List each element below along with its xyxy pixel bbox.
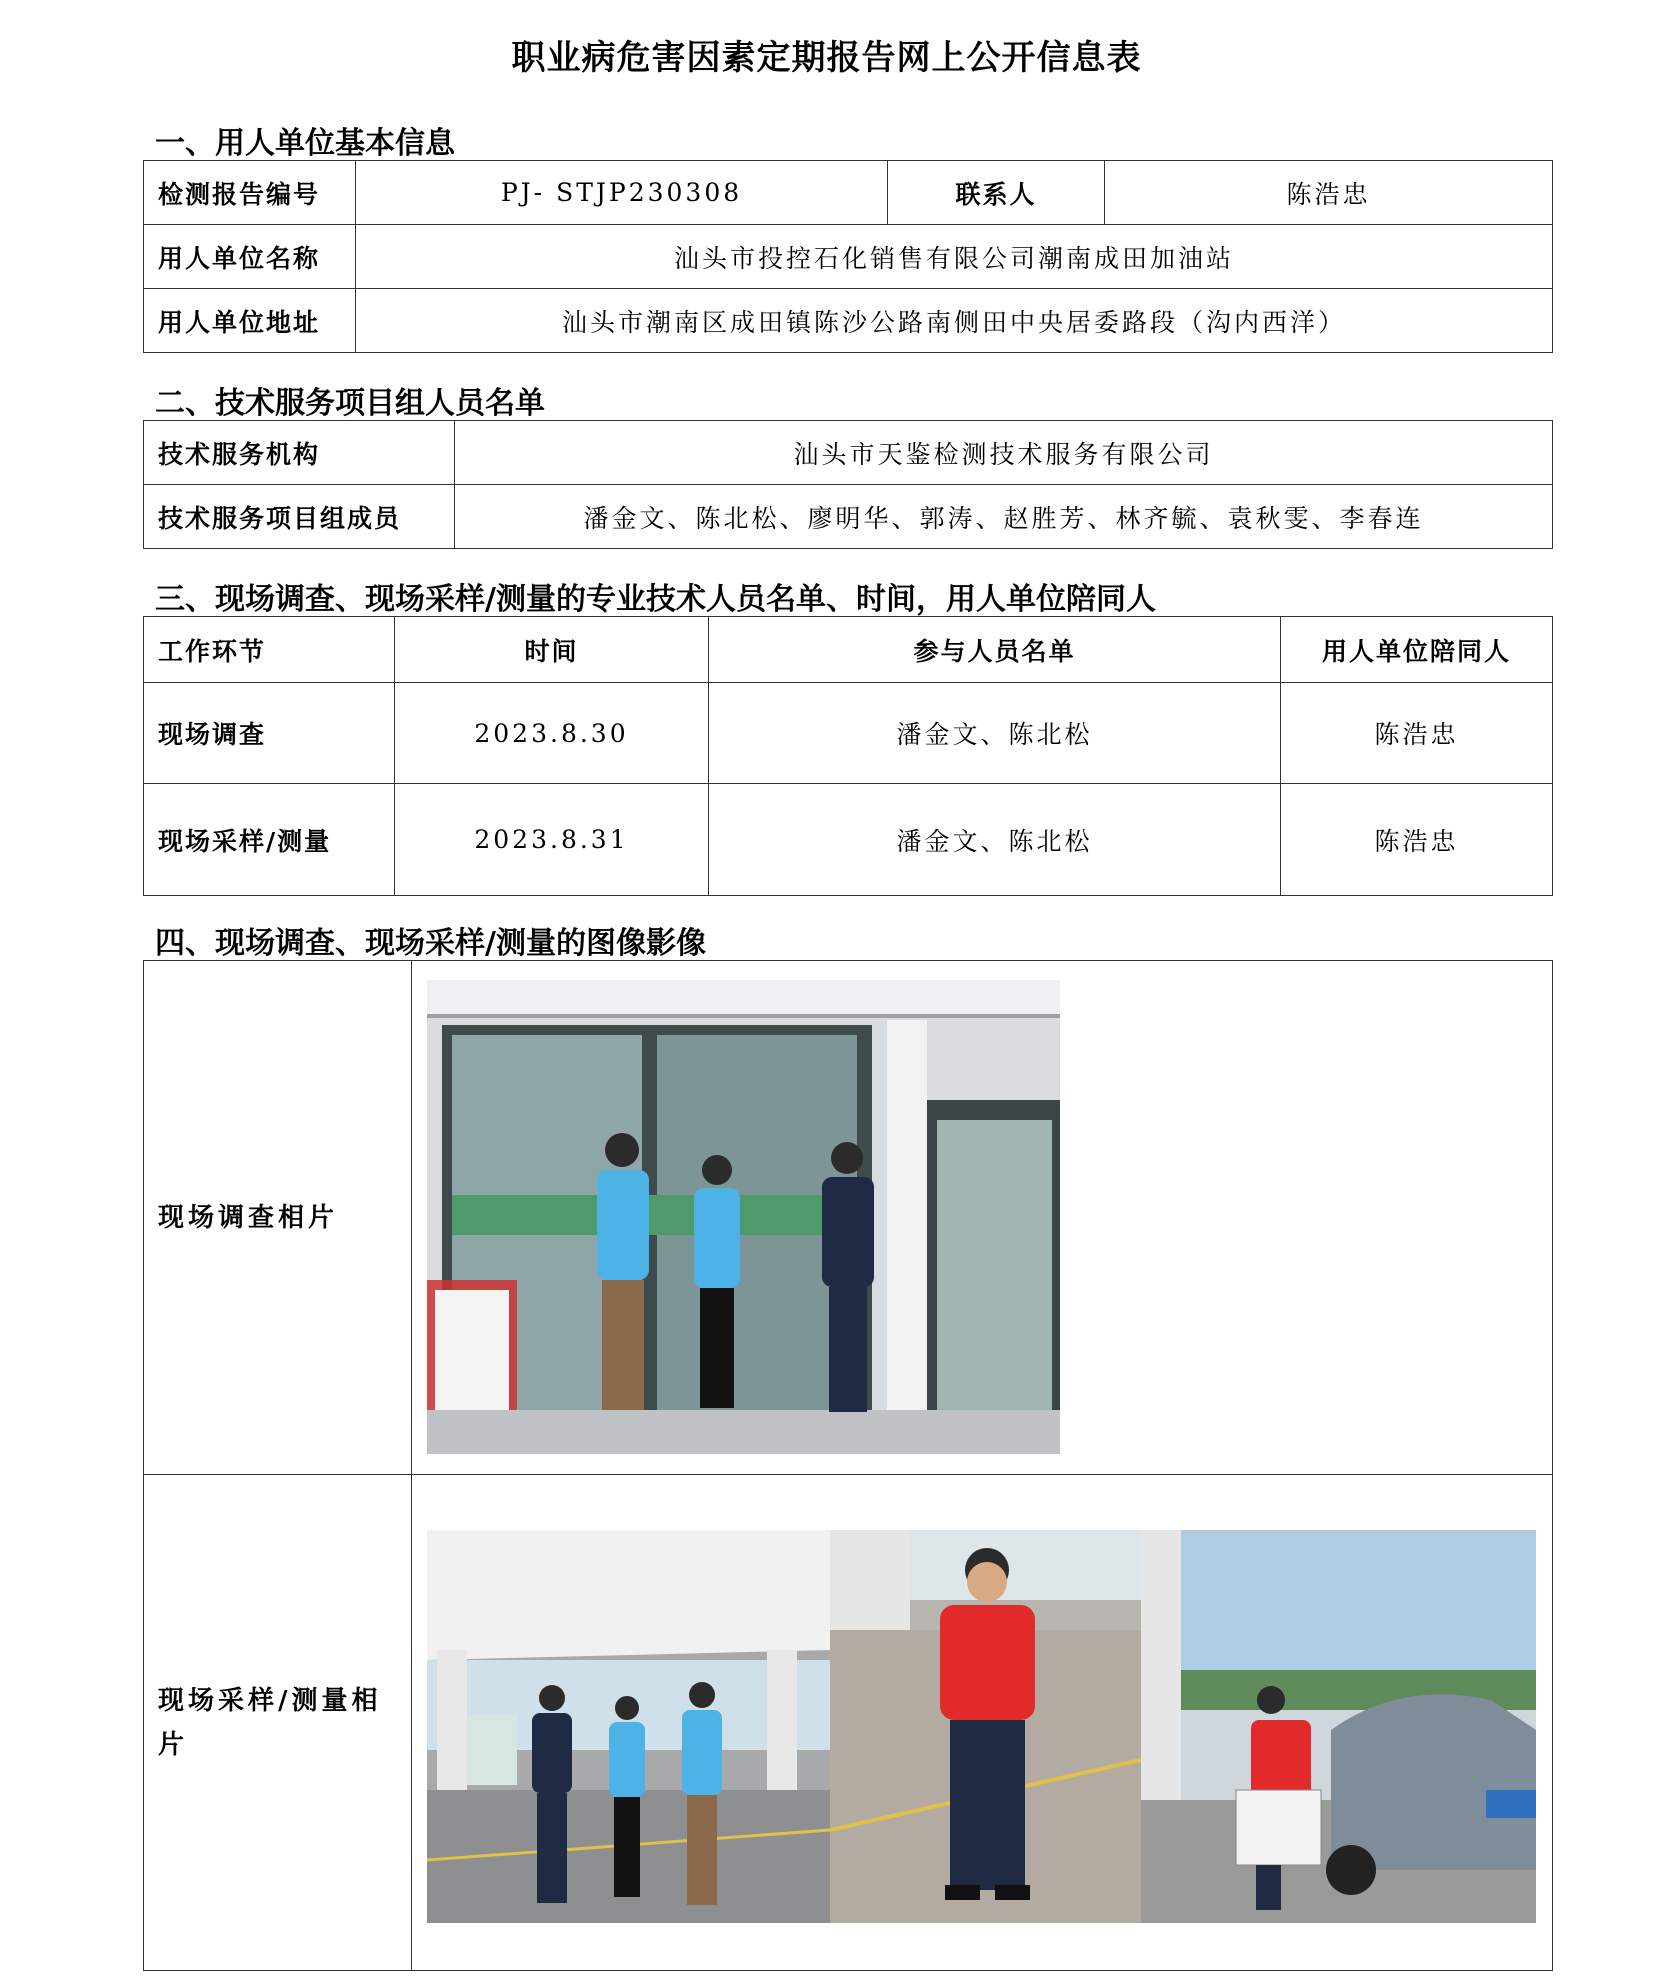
sampling-photo-3: [1141, 1530, 1536, 1923]
escort-cell: 陈浩忠: [1281, 784, 1553, 896]
members-value: 潘金文、陈北松、廖明华、郭涛、赵胜芳、林齐毓、袁秋雯、李春连: [455, 485, 1553, 549]
report-no-label: 检测报告编号: [144, 161, 356, 225]
survey-photo-label-cell: [144, 961, 412, 1475]
header-escort: 用人单位陪同人: [1281, 617, 1553, 683]
section-4-heading: 四、现场调查、现场采样/测量的图像影像: [155, 926, 706, 961]
field-work-table: [143, 616, 1553, 896]
section-3-heading: 三、现场调查、现场采样/测量的专业技术人员名单、时间，用人单位陪同人: [155, 582, 1156, 617]
header-date: 时间: [395, 617, 709, 683]
unit-name-value: 汕头市投控石化销售有限公司潮南成田加油站: [356, 225, 1553, 289]
sampling-photo-label: 现场采样/测量相片: [158, 1685, 382, 1760]
section-1-heading: 一、用人单位基本信息: [155, 126, 455, 161]
staff-cell: 潘金文、陈北松: [709, 683, 1281, 784]
header-stage: 工作环节: [144, 617, 395, 683]
table-row: [144, 161, 1553, 225]
stage-cell: 现场采样/测量: [144, 784, 395, 896]
members-label: 技术服务项目组成员: [144, 485, 455, 549]
sampling-photo-2: [830, 1530, 1141, 1923]
basic-info-table: [143, 160, 1553, 353]
table-row: [144, 225, 1553, 289]
survey-photo: [427, 980, 1060, 1454]
survey-photo-label: 现场调查相片: [158, 1202, 339, 1233]
table-row: [144, 683, 1553, 784]
org-value: 汕头市天鉴检测技术服务有限公司: [455, 421, 1553, 485]
sampling-photo-label-cell: [144, 1475, 412, 1971]
table-row: [144, 485, 1553, 549]
table-header-row: [144, 617, 1553, 683]
header-staff: 参与人员名单: [709, 617, 1281, 683]
contact-value: 陈浩忠: [1105, 161, 1553, 225]
table-row: [144, 421, 1553, 485]
table-row: [144, 784, 1553, 896]
unit-addr-value: 汕头市潮南区成田镇陈沙公路南侧田中央居委路段（沟内西洋）: [356, 289, 1553, 353]
page-title: 职业病危害因素定期报告网上公开信息表: [511, 38, 1142, 78]
unit-addr-label: 用人单位地址: [144, 289, 356, 353]
sampling-photo-1: [427, 1530, 830, 1923]
staff-cell: 潘金文、陈北松: [709, 784, 1281, 896]
contact-label: 联系人: [888, 161, 1105, 225]
org-label: 技术服务机构: [144, 421, 455, 485]
report-no-value: PJ- STJP230308: [356, 161, 888, 225]
date-cell: 2023.8.31: [395, 784, 709, 896]
stage-cell: 现场调查: [144, 683, 395, 784]
date-cell: 2023.8.30: [395, 683, 709, 784]
escort-cell: 陈浩忠: [1281, 683, 1553, 784]
unit-name-label: 用人单位名称: [144, 225, 356, 289]
table-row: [144, 289, 1553, 353]
service-team-table: [143, 420, 1553, 549]
section-2-heading: 二、技术服务项目组人员名单: [155, 386, 545, 421]
